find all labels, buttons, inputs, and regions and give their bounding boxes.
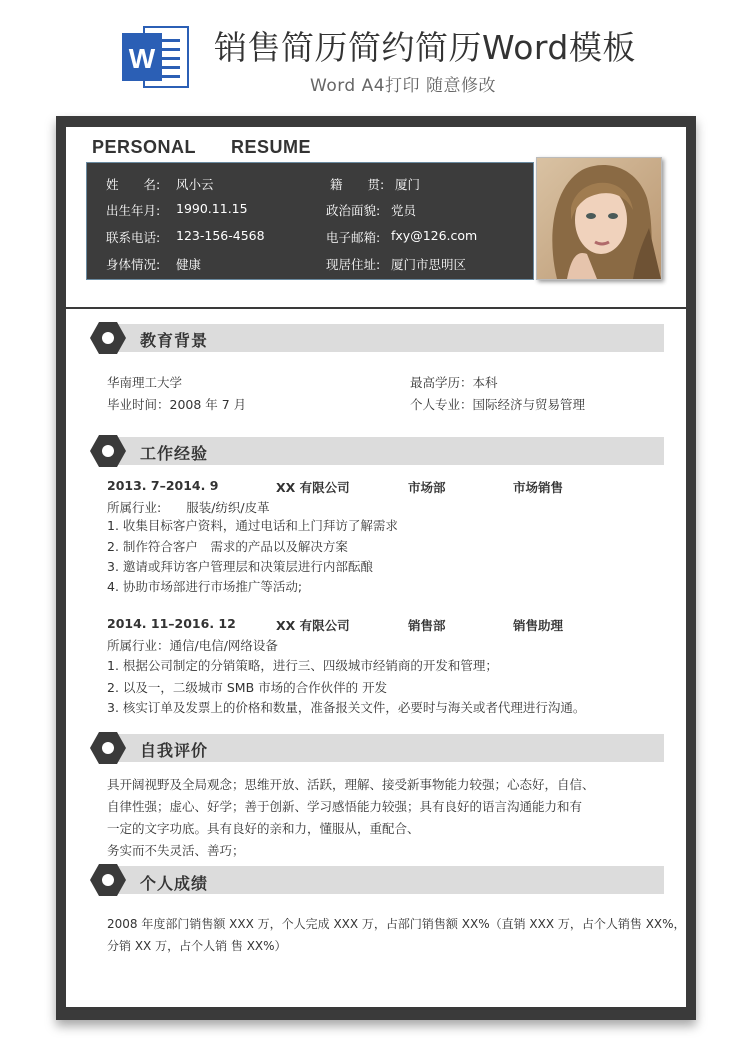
- word-icon-letter: W: [128, 43, 156, 74]
- self-eval-line: 一定的文字功底。具有良好的亲和力，懂服从，重配合、: [107, 821, 420, 836]
- hexagon-bullet-icon: [90, 433, 126, 469]
- health-label: 身体情况:: [106, 257, 161, 272]
- name-value: 风小云: [176, 177, 214, 192]
- achievement-line: 分销 XX 万，占个人销 售 XX%）: [107, 939, 287, 953]
- education-title: 教育背景: [140, 331, 209, 350]
- hexagon-bullet-icon: [90, 320, 126, 356]
- hexagon-bullet-icon: [90, 730, 126, 766]
- title-personal: PERSONAL: [92, 137, 197, 157]
- education-school: 华南理工大学: [107, 375, 183, 390]
- name-label: 姓 名:: [106, 177, 161, 192]
- job-period: 2014. 11–2016. 12: [107, 616, 236, 631]
- education-graduation: 毕业时间：2008 年 7 月: [107, 397, 247, 412]
- job-duty: 1. 收集目标客户资料，通过电话和上门拜访了解需求: [107, 518, 398, 533]
- job-duty: 3. 邀请或拜访客户管理层和决策层进行内部酝酿: [107, 559, 373, 574]
- achievements-title: 个人成绩: [140, 874, 209, 893]
- address-value: 厦门市思明区: [391, 257, 467, 272]
- job-duty: 4. 协助市场部进行市场推广等活动;: [107, 579, 303, 594]
- achievement-line: 2008 年度部门销售额 XXX 万，个人完成 XXX 万，占部门销售额 XX%（直销 XXX 万，占个人销售 XX%，: [107, 917, 686, 931]
- health-value: 健康: [176, 257, 202, 272]
- birth-value: 1990.11.15: [176, 201, 248, 216]
- work-title: 工作经验: [140, 444, 209, 463]
- job-industry: 所属行业: 服装/纺织/皮革: [107, 500, 270, 515]
- email-value: fxy@126.com: [391, 228, 478, 243]
- banner-subtitle: Word A4打印 随意修改: [310, 76, 496, 96]
- word-icon: [122, 23, 190, 91]
- job-company: XX 有限公司: [276, 618, 350, 633]
- native-value: 厦门: [395, 177, 421, 192]
- education-major: 个人专业：国际经济与贸易管理: [410, 397, 586, 412]
- job-period: 2013. 7–2014. 9: [107, 478, 219, 493]
- self-eval-line: 自律性强；虚心、好学；善于创新、学习感悟能力较强；具有良好的语言沟通能力和有: [107, 799, 583, 814]
- native-label: 籍 贯:: [330, 177, 385, 192]
- hexagon-bullet-icon: [90, 862, 126, 898]
- job-industry: 所属行业：通信/电信/网络设备: [107, 638, 278, 653]
- self-eval-line: 具开阔视野及全局观念；思维开放、活跃，理解、接受新事物能力较强；心态好，自信、: [107, 777, 595, 792]
- birth-label: 出生年月:: [106, 203, 161, 218]
- job-duty: 1. 根据公司制定的分销策略，进行三、四级城市经销商的开发和管理；: [107, 658, 498, 673]
- profile-photo: [536, 157, 662, 280]
- job-department: 销售部: [408, 618, 446, 633]
- address-label: 现居住址:: [326, 257, 381, 272]
- job-duty: 3. 核实订单及发票上的价格和数量，准备报关文件，必要时与海关或者代理进行沟通。: [107, 700, 586, 715]
- education-degree: 最高学历：本科: [410, 375, 498, 390]
- phone-value: 123-156-4568: [176, 228, 265, 243]
- email-label: 电子邮箱:: [326, 230, 381, 245]
- job-duty: 2. 以及一，二级城市 SMB 市场的合作伙伴的 开发: [107, 680, 388, 695]
- job-department: 市场部: [408, 480, 446, 495]
- politics-label: 政治面貌:: [326, 203, 381, 218]
- job-company: XX 有限公司: [276, 480, 350, 495]
- self-eval-title: 自我评价: [140, 741, 209, 760]
- phone-label: 联系电话:: [106, 230, 161, 245]
- title-resume: RESUME: [231, 137, 312, 157]
- job-position: 市场销售: [513, 480, 564, 495]
- banner: [0, 0, 750, 105]
- politics-value: 党员: [391, 203, 417, 218]
- banner-title: 销售简历简约简历Word模板: [214, 28, 636, 67]
- self-eval-line: 务实而不失灵活、善巧；: [107, 843, 245, 858]
- job-position: 销售助理: [513, 618, 564, 633]
- job-duty: 2. 制作符合客户 需求的产品以及解决方案: [107, 539, 348, 554]
- header-divider: [66, 307, 686, 309]
